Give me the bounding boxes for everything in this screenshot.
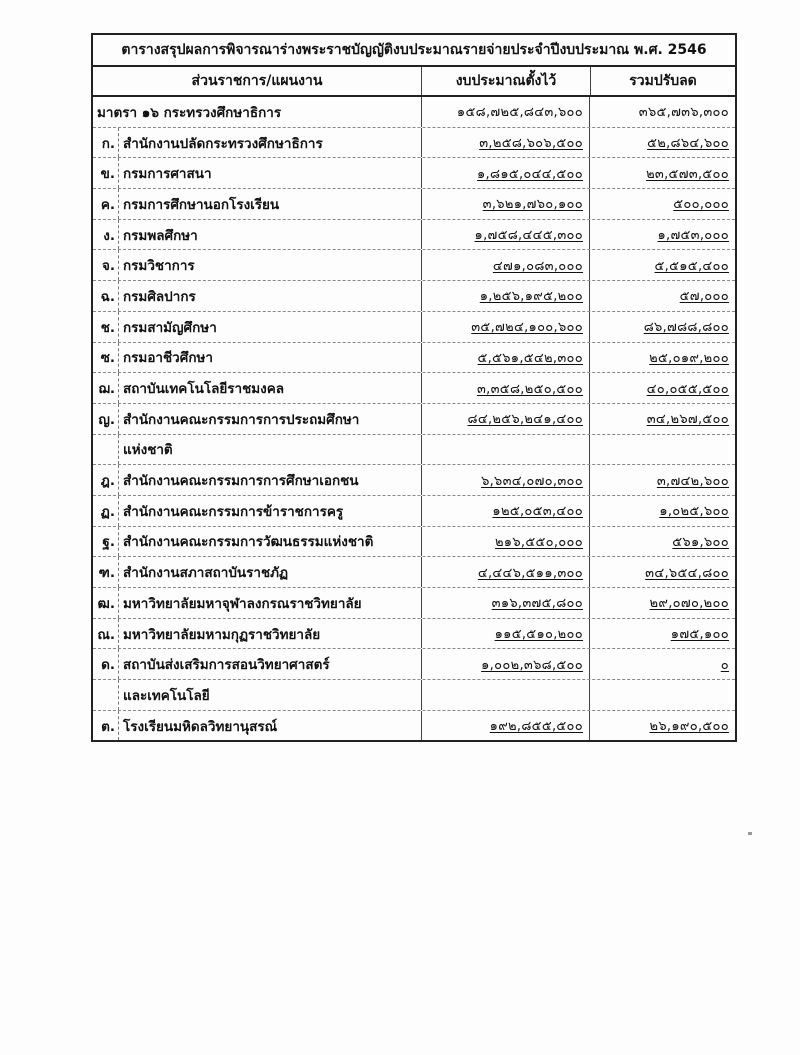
- budget-value: ๑,๐๐๒,๓๖๘,๕๐๐: [481, 657, 583, 673]
- agency-cell: [93, 649, 422, 679]
- agency-cell: [93, 527, 422, 557]
- agency-cell: [93, 619, 422, 649]
- budget-cell: [422, 158, 590, 188]
- agency-cell: [93, 189, 422, 219]
- reduction-cell: [590, 158, 735, 188]
- table-row: [93, 220, 735, 251]
- item-code: [93, 435, 119, 465]
- agency-name: กรมศิลปากร: [123, 288, 196, 305]
- item-code: ด.: [93, 649, 119, 679]
- budget-cell: [422, 250, 590, 280]
- reduction-value: ๑๗๕,๑๐๐: [670, 627, 729, 643]
- reduction-cell: [590, 250, 735, 280]
- table-row: [93, 250, 735, 281]
- reduction-value: ๓,๗๔๒,๖๐๐: [656, 473, 729, 489]
- agency-cell: [93, 680, 422, 710]
- reduction-value: ๒๙,๐๗๐,๒๐๐: [649, 596, 729, 612]
- budget-cell: [422, 649, 590, 679]
- budget-cell: [422, 97, 590, 127]
- reduction-value: ๒๓,๕๗๓,๕๐๐: [646, 166, 729, 182]
- agency-cell: [93, 343, 422, 373]
- budget-value: ๑๕๘,๗๒๕,๘๔๓,๖๐๐: [456, 105, 583, 121]
- budget-cell: [422, 588, 590, 618]
- agency-cell: [93, 435, 422, 465]
- reduction-value: ๕๖๑,๖๐๐: [672, 534, 729, 550]
- agency-name: และเทคโนโลยี: [123, 687, 210, 704]
- reduction-value: ๕๗,๐๐๐: [679, 289, 729, 305]
- agency-cell: [93, 220, 422, 250]
- table-title: ตารางสรุปผลการพิจารณาร่างพระราชบัญญัติงบประมาณรายจ่ายประจำปีงบประมาณ พ.ศ. 2546: [93, 35, 735, 67]
- item-code: ฑ.: [93, 557, 119, 587]
- table-row: [93, 373, 735, 404]
- reduction-cell: [590, 128, 735, 158]
- budget-summary-table: [91, 33, 737, 742]
- reduction-value: ๒๕,๐๑๙,๒๐๐: [649, 350, 729, 366]
- budget-value: ๘๔,๒๕๖,๒๔๑,๔๐๐: [467, 412, 583, 428]
- table-row: [93, 189, 735, 220]
- agency-cell: [93, 496, 422, 526]
- agency-name: แห่งชาติ: [123, 442, 173, 459]
- table-row: [93, 619, 735, 650]
- table-row: [93, 435, 735, 466]
- reduction-cell: [590, 373, 735, 403]
- reduction-cell: [590, 404, 735, 434]
- budget-value: ๒๑๖,๕๕๐,๐๐๐: [494, 534, 583, 550]
- budget-value: ๑๒๕,๐๕๓,๔๐๐: [492, 504, 583, 520]
- item-code: ฉ.: [93, 281, 119, 311]
- item-code: จ.: [93, 250, 119, 280]
- budget-cell: [422, 373, 590, 403]
- reduction-cell: [590, 220, 735, 250]
- reduction-cell: [590, 189, 735, 219]
- item-code: ฏ.: [93, 496, 119, 526]
- budget-value: ๑,๗๕๘,๔๔๕,๓๐๐: [474, 228, 583, 244]
- scan-speck: [748, 832, 752, 835]
- budget-value: ๔๗๑,๐๘๓,๐๐๐: [492, 258, 583, 274]
- item-code: ซ.: [93, 343, 119, 373]
- agency-cell: [93, 281, 422, 311]
- budget-value: ๓๕,๗๒๔,๑๐๐,๖๐๐: [471, 320, 583, 336]
- column-header-budget: งบประมาณตั้งไว้: [422, 67, 591, 95]
- reduction-cell: [590, 312, 735, 342]
- table-row: [93, 465, 735, 496]
- budget-cell: [422, 465, 590, 495]
- budget-cell: [422, 496, 590, 526]
- reduction-value: ๐: [720, 657, 729, 673]
- reduction-value: ๘๖,๗๘๘,๘๐๐: [643, 320, 729, 336]
- budget-value: ๓,๒๕๘,๖๐๖,๕๐๐: [479, 136, 583, 152]
- table-row: [93, 343, 735, 374]
- column-header-reduction: รวมปรับลด: [629, 73, 697, 89]
- agency-name: มหาวิทยาลัยมหามกุฏราชวิทยาลัย: [123, 626, 321, 643]
- agency-cell: [93, 128, 422, 158]
- item-code: ข.: [93, 158, 119, 188]
- budget-cell: [422, 711, 590, 741]
- budget-cell: [422, 343, 590, 373]
- table-row: [93, 128, 735, 159]
- budget-value: ๑๙๒,๘๕๕,๕๐๐: [489, 719, 583, 735]
- reduction-cell: [590, 465, 735, 495]
- item-code: ช.: [93, 312, 119, 342]
- budget-cell: [422, 404, 590, 434]
- item-code: [93, 680, 119, 710]
- table-row: [93, 97, 735, 128]
- agency-cell: [93, 158, 422, 188]
- item-code: ค.: [93, 189, 119, 219]
- table-row: [93, 404, 735, 435]
- agency-name: สำนักงานสภาสถาบันราชภัฏ: [123, 565, 289, 582]
- reduction-cell: [590, 649, 735, 679]
- agency-cell: [93, 711, 422, 741]
- table-row: [93, 711, 735, 741]
- budget-value: ๕,๕๖๑,๕๔๒,๓๐๐: [477, 350, 583, 366]
- reduction-cell: [590, 343, 735, 373]
- budget-cell: [422, 128, 590, 158]
- budget-cell: [422, 189, 590, 219]
- table-row: [93, 680, 735, 711]
- item-code: ฌ.: [93, 373, 119, 403]
- reduction-value: ๕,๕๑๕,๔๐๐: [654, 258, 729, 274]
- item-code: ฒ.: [93, 588, 119, 618]
- reduction-cell: [590, 97, 735, 127]
- agency-name: กรมวิชาการ: [123, 258, 195, 275]
- agency-cell: [93, 588, 422, 618]
- column-header-agency: ส่วนราชการ/แผนงาน: [93, 67, 422, 95]
- budget-cell: [422, 619, 590, 649]
- item-code: ก.: [93, 128, 119, 158]
- agency-name: มหาวิทยาลัยมหาจุฬาลงกรณราชวิทยาลัย: [123, 595, 362, 612]
- table-row: [93, 588, 735, 619]
- agency-cell: [93, 97, 422, 127]
- budget-value: ๑,๘๑๕,๐๔๔,๕๐๐: [477, 166, 583, 182]
- agency-name: กรมสามัญศึกษา: [123, 319, 217, 336]
- budget-cell: [422, 312, 590, 342]
- item-code: ฎ.: [93, 465, 119, 495]
- agency-name: สำนักงานคณะกรรมการการศึกษาเอกชน: [123, 473, 359, 490]
- table-row: [93, 158, 735, 189]
- agency-cell: [93, 404, 422, 434]
- table-row: [93, 527, 735, 558]
- reduction-cell: [590, 588, 735, 618]
- budget-value: ๔,๔๔๖,๕๑๑,๓๐๐: [477, 565, 583, 581]
- item-code: ต.: [93, 711, 119, 741]
- reduction-cell: [590, 619, 735, 649]
- reduction-cell: [590, 711, 735, 741]
- agency-cell: [93, 373, 422, 403]
- budget-cell: [422, 281, 590, 311]
- table-header: [93, 67, 735, 97]
- budget-value: ๓๑๖,๓๗๕,๘๐๐: [491, 596, 583, 612]
- agency-name: มาตรา ๑๖ กระทรวงศึกษาธิการ: [97, 104, 282, 121]
- agency-name: สำนักงานคณะกรรมการวัฒนธรรมแห่งชาติ: [123, 534, 374, 551]
- agency-name: โรงเรียนมหิดลวิทยานุสรณ์: [123, 718, 278, 735]
- agency-name: สำนักงานปลัดกระทรวงศึกษาธิการ: [123, 135, 323, 152]
- agency-name: กรมการศาสนา: [123, 166, 212, 183]
- budget-value: ๓,๖๒๑,๗๖๐,๑๐๐: [482, 197, 583, 213]
- reduction-cell: [590, 496, 735, 526]
- reduction-cell: [590, 435, 735, 465]
- item-code: ง.: [93, 220, 119, 250]
- agency-name: สำนักงานคณะกรรมการการประถมศึกษา: [123, 411, 360, 428]
- budget-value: ๖,๖๓๔,๐๗๐,๓๐๐: [481, 473, 583, 489]
- budget-cell: [422, 527, 590, 557]
- agency-name: สำนักงานคณะกรรมการข้าราชการครู: [123, 503, 344, 520]
- budget-cell: [422, 435, 590, 465]
- agency-name: กรมพลศึกษา: [123, 227, 198, 244]
- agency-cell: [93, 557, 422, 587]
- reduction-cell: [590, 281, 735, 311]
- reduction-value: ๕๐๐,๐๐๐: [673, 197, 729, 213]
- agency-name: สถาบันเทคโนโลยีราชมงคล: [123, 381, 285, 398]
- table-row: [93, 496, 735, 527]
- reduction-value: ๑,๗๕๓,๐๐๐: [657, 228, 729, 244]
- table-row: [93, 312, 735, 343]
- budget-cell: [422, 680, 590, 710]
- reduction-value: ๓๔,๒๖๗,๕๐๐: [646, 412, 729, 428]
- budget-cell: [422, 557, 590, 587]
- table-row: [93, 649, 735, 680]
- item-code: ณ.: [93, 619, 119, 649]
- reduction-cell: [590, 557, 735, 587]
- table-row: [93, 281, 735, 312]
- budget-value: ๑๑๕,๕๑๐,๒๐๐: [494, 627, 583, 643]
- item-code: ญ.: [93, 404, 119, 434]
- budget-value: ๓,๓๕๘,๒๕๐,๕๐๐: [477, 381, 583, 397]
- reduction-value: ๓๔,๖๕๔,๘๐๐: [645, 565, 729, 581]
- reduction-cell: [590, 680, 735, 710]
- reduction-value: ๕๒,๘๖๔,๖๐๐: [647, 136, 729, 152]
- budget-value: ๑,๒๕๖,๑๙๕,๒๐๐: [479, 289, 583, 305]
- reduction-value: ๓๖๕,๗๓๖,๓๐๐: [638, 105, 729, 121]
- agency-cell: [93, 465, 422, 495]
- reduction-value: ๔๐,๐๕๕,๕๐๐: [646, 381, 729, 397]
- reduction-cell: [590, 527, 735, 557]
- reduction-value: ๑,๐๒๕,๖๐๐: [659, 504, 729, 520]
- agency-cell: [93, 250, 422, 280]
- agency-name: กรมอาชีวศึกษา: [123, 350, 213, 367]
- item-code: ฐ.: [93, 527, 119, 557]
- budget-cell: [422, 220, 590, 250]
- table-body: [93, 97, 735, 740]
- agency-name: กรมการศึกษานอกโรงเรียน: [123, 196, 280, 213]
- agency-name: สถาบันส่งเสริมการสอนวิทยาศาสตร์: [123, 657, 330, 674]
- table-row: [93, 557, 735, 588]
- reduction-value: ๒๖,๑๙๐,๕๐๐: [649, 719, 729, 735]
- agency-cell: [93, 312, 422, 342]
